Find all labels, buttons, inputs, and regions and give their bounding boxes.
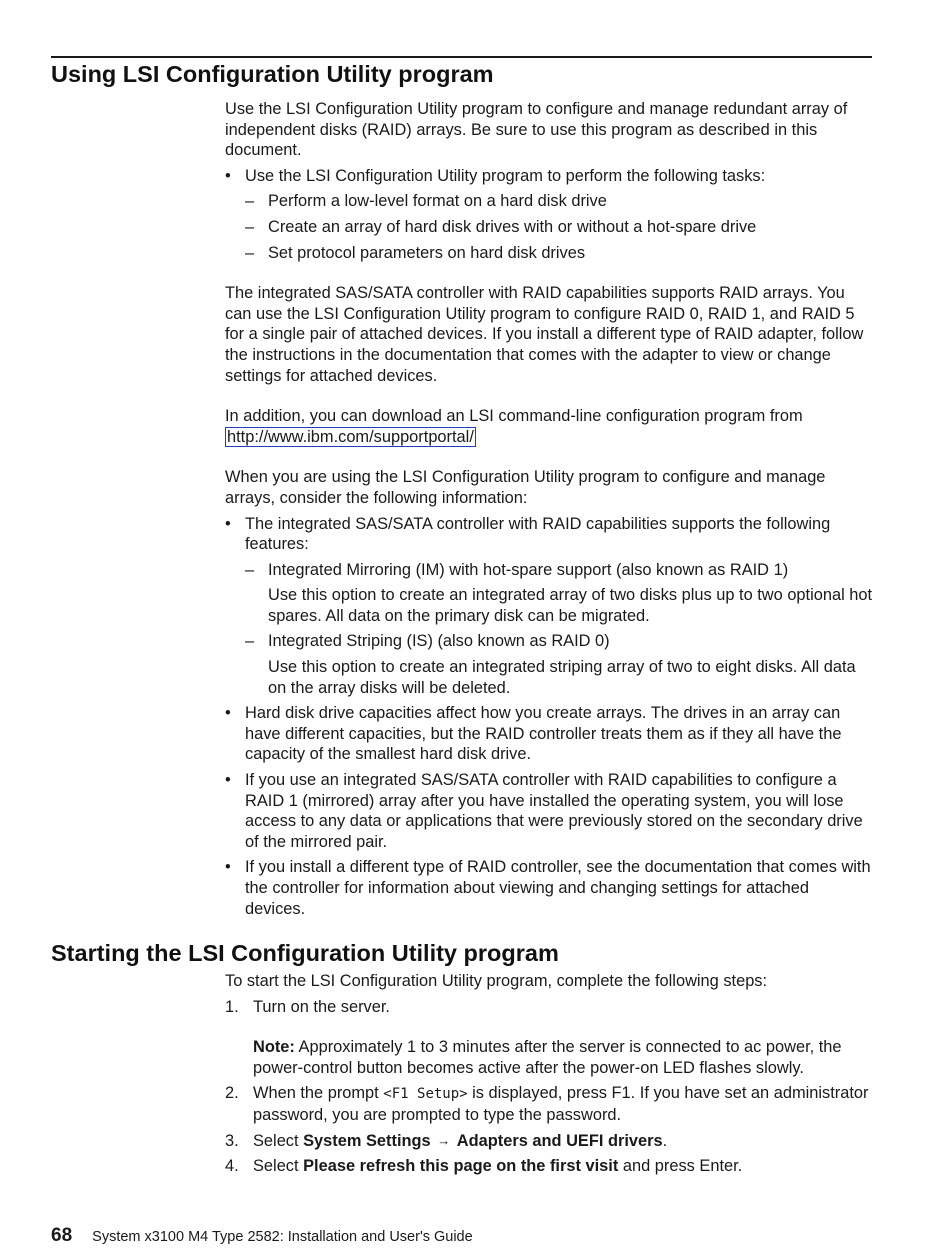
intro-paragraph: Use the LSI Configuration Utility program to configure and manage redundant array of independent disks (RAID) arrays. Be sure to use this program as described in this document. [225, 100, 848, 160]
list-item [225, 191, 873, 212]
feature-is-description: Use this option to create an integrated striping array of two to eight disks. All data on the array disks will be deleted. [268, 658, 856, 697]
step3-pre: Select [253, 1131, 299, 1150]
task-item: Set protocol parameters on hard disk drives [268, 243, 586, 262]
bullet-marker: • [225, 514, 231, 533]
menu-adapters-uefi: Adapters and UEFI drivers [456, 1131, 663, 1150]
step-number: 4. [225, 1157, 239, 1176]
step-number: 2. [225, 1084, 239, 1103]
f1-setup-prompt: <F1 Setup> [383, 1086, 468, 1103]
menu-refresh-page: Please refresh this page on the first visit [303, 1157, 619, 1176]
list-item [225, 217, 873, 238]
footer-title: System x3100 M4 Type 2582: Installation and User's Guide [92, 1229, 473, 1245]
step-number: 1. [225, 997, 239, 1016]
section1-body [225, 99, 873, 919]
dash-marker: – [245, 192, 255, 211]
list-item [225, 166, 873, 187]
step3-post: . [662, 1131, 668, 1150]
list-item [225, 857, 873, 919]
section2-body [225, 971, 873, 1177]
section-heading-using-lsi: Using LSI Configuration Utility program [51, 61, 494, 87]
top-rule [51, 56, 872, 58]
step4-pre: Select [253, 1157, 299, 1176]
step2-post: is displayed, press F1. If you have set an administrator password, you are prompted to type the password. [253, 1084, 869, 1124]
section-heading-starting-lsi: Starting the LSI Configuration Utility program [51, 940, 559, 966]
capacities-bullet-text: Hard disk drive capacities affect how you create arrays. The drives in an array can have different capacities, but the RAID controller treats them as if they all have the capacity of the smallest hard disk drive. [245, 704, 842, 764]
dash-marker: – [245, 632, 255, 651]
list-item [225, 770, 873, 852]
step-number: 3. [225, 1131, 239, 1150]
task-item: Create an array of hard disk drives with or without a hot-spare drive [268, 217, 757, 236]
step1-text: Turn on the server. [253, 997, 390, 1016]
features-bullet-text: The integrated SAS/SATA controller with RAID capabilities supports the following features: [245, 514, 831, 554]
raid1-bullet-text: If you use an integrated SAS/SATA controller with RAID capabilities to configure a RAID 1 (mirrored) array after you have installed the operating system, you will lose access to any data or applications that were previously stored on the secondary drive of the mirrored pair. [245, 771, 863, 851]
menu-system-settings: System Settings [303, 1131, 431, 1150]
note-label: Note: [253, 1038, 295, 1057]
support-portal-link[interactable]: http://www.ibm.com/supportportal/ [227, 427, 474, 446]
bullet-marker: • [225, 858, 231, 877]
bullet-marker: • [225, 771, 231, 790]
step-item [225, 997, 873, 1018]
step-item [225, 1156, 873, 1177]
list-item [225, 631, 873, 652]
dash-marker: – [245, 560, 255, 579]
step-item [225, 1083, 873, 1125]
arrow-right-icon: → [437, 1132, 451, 1148]
dash-marker: – [245, 217, 255, 236]
different-controller-bullet-text: If you install a different type of RAID controller, see the documentation that comes with the controller for information about viewing and changing settings for attached devices. [245, 858, 871, 918]
page-footer [51, 1226, 473, 1247]
note-text: Approximately 1 to 3 minutes after the server is connected to ac power, the power-control button becomes active after the power-on LED flashes slowly. [253, 1038, 842, 1077]
download-text: In addition, you can download an LSI command-line configuration program from [225, 407, 803, 426]
controller-paragraph: The integrated SAS/SATA controller with RAID capabilities supports RAID arrays. You can use the LSI Configuration Utility program to configure RAID 0, RAID 1, and RAID 5 for a single pair of attached devices. If you install a different type of RAID adapter, follow the instructions in the documentation that comes with the adapter to view or change settings for attached devices. [225, 284, 864, 385]
feature-is: Integrated Striping (IS) (also known as RAID 0) [268, 632, 610, 651]
feature-im: Integrated Mirroring (IM) with hot-spare support (also known as RAID 1) [268, 560, 789, 579]
list-item [225, 514, 873, 555]
task-item: Perform a low-level format on a hard disk drive [268, 192, 607, 211]
feature-im-description: Use this option to create an integrated array of two disks plus up to two optional hot spares. All data on the primary disk can be migrated. [268, 586, 873, 625]
step-item [225, 1131, 873, 1152]
steps-intro: To start the LSI Configuration Utility program, complete the following steps: [225, 972, 768, 990]
note [225, 1037, 873, 1078]
bullet-marker: • [225, 166, 231, 185]
bullet-marker: • [225, 704, 231, 723]
list-item [225, 703, 873, 765]
step4-post: and press Enter. [622, 1157, 743, 1176]
consider-paragraph: When you are using the LSI Configuration Utility program to configure and manage arrays, consider the following information: [225, 468, 826, 507]
list-item [225, 243, 873, 264]
page-number: 68 [51, 1225, 73, 1246]
step2-pre: When the prompt [253, 1084, 379, 1103]
dash-marker: – [245, 243, 255, 262]
list-item [225, 560, 873, 581]
download-paragraph [225, 406, 873, 447]
tasks-bullet-text: Use the LSI Configuration Utility program to perform the following tasks: [245, 166, 766, 185]
